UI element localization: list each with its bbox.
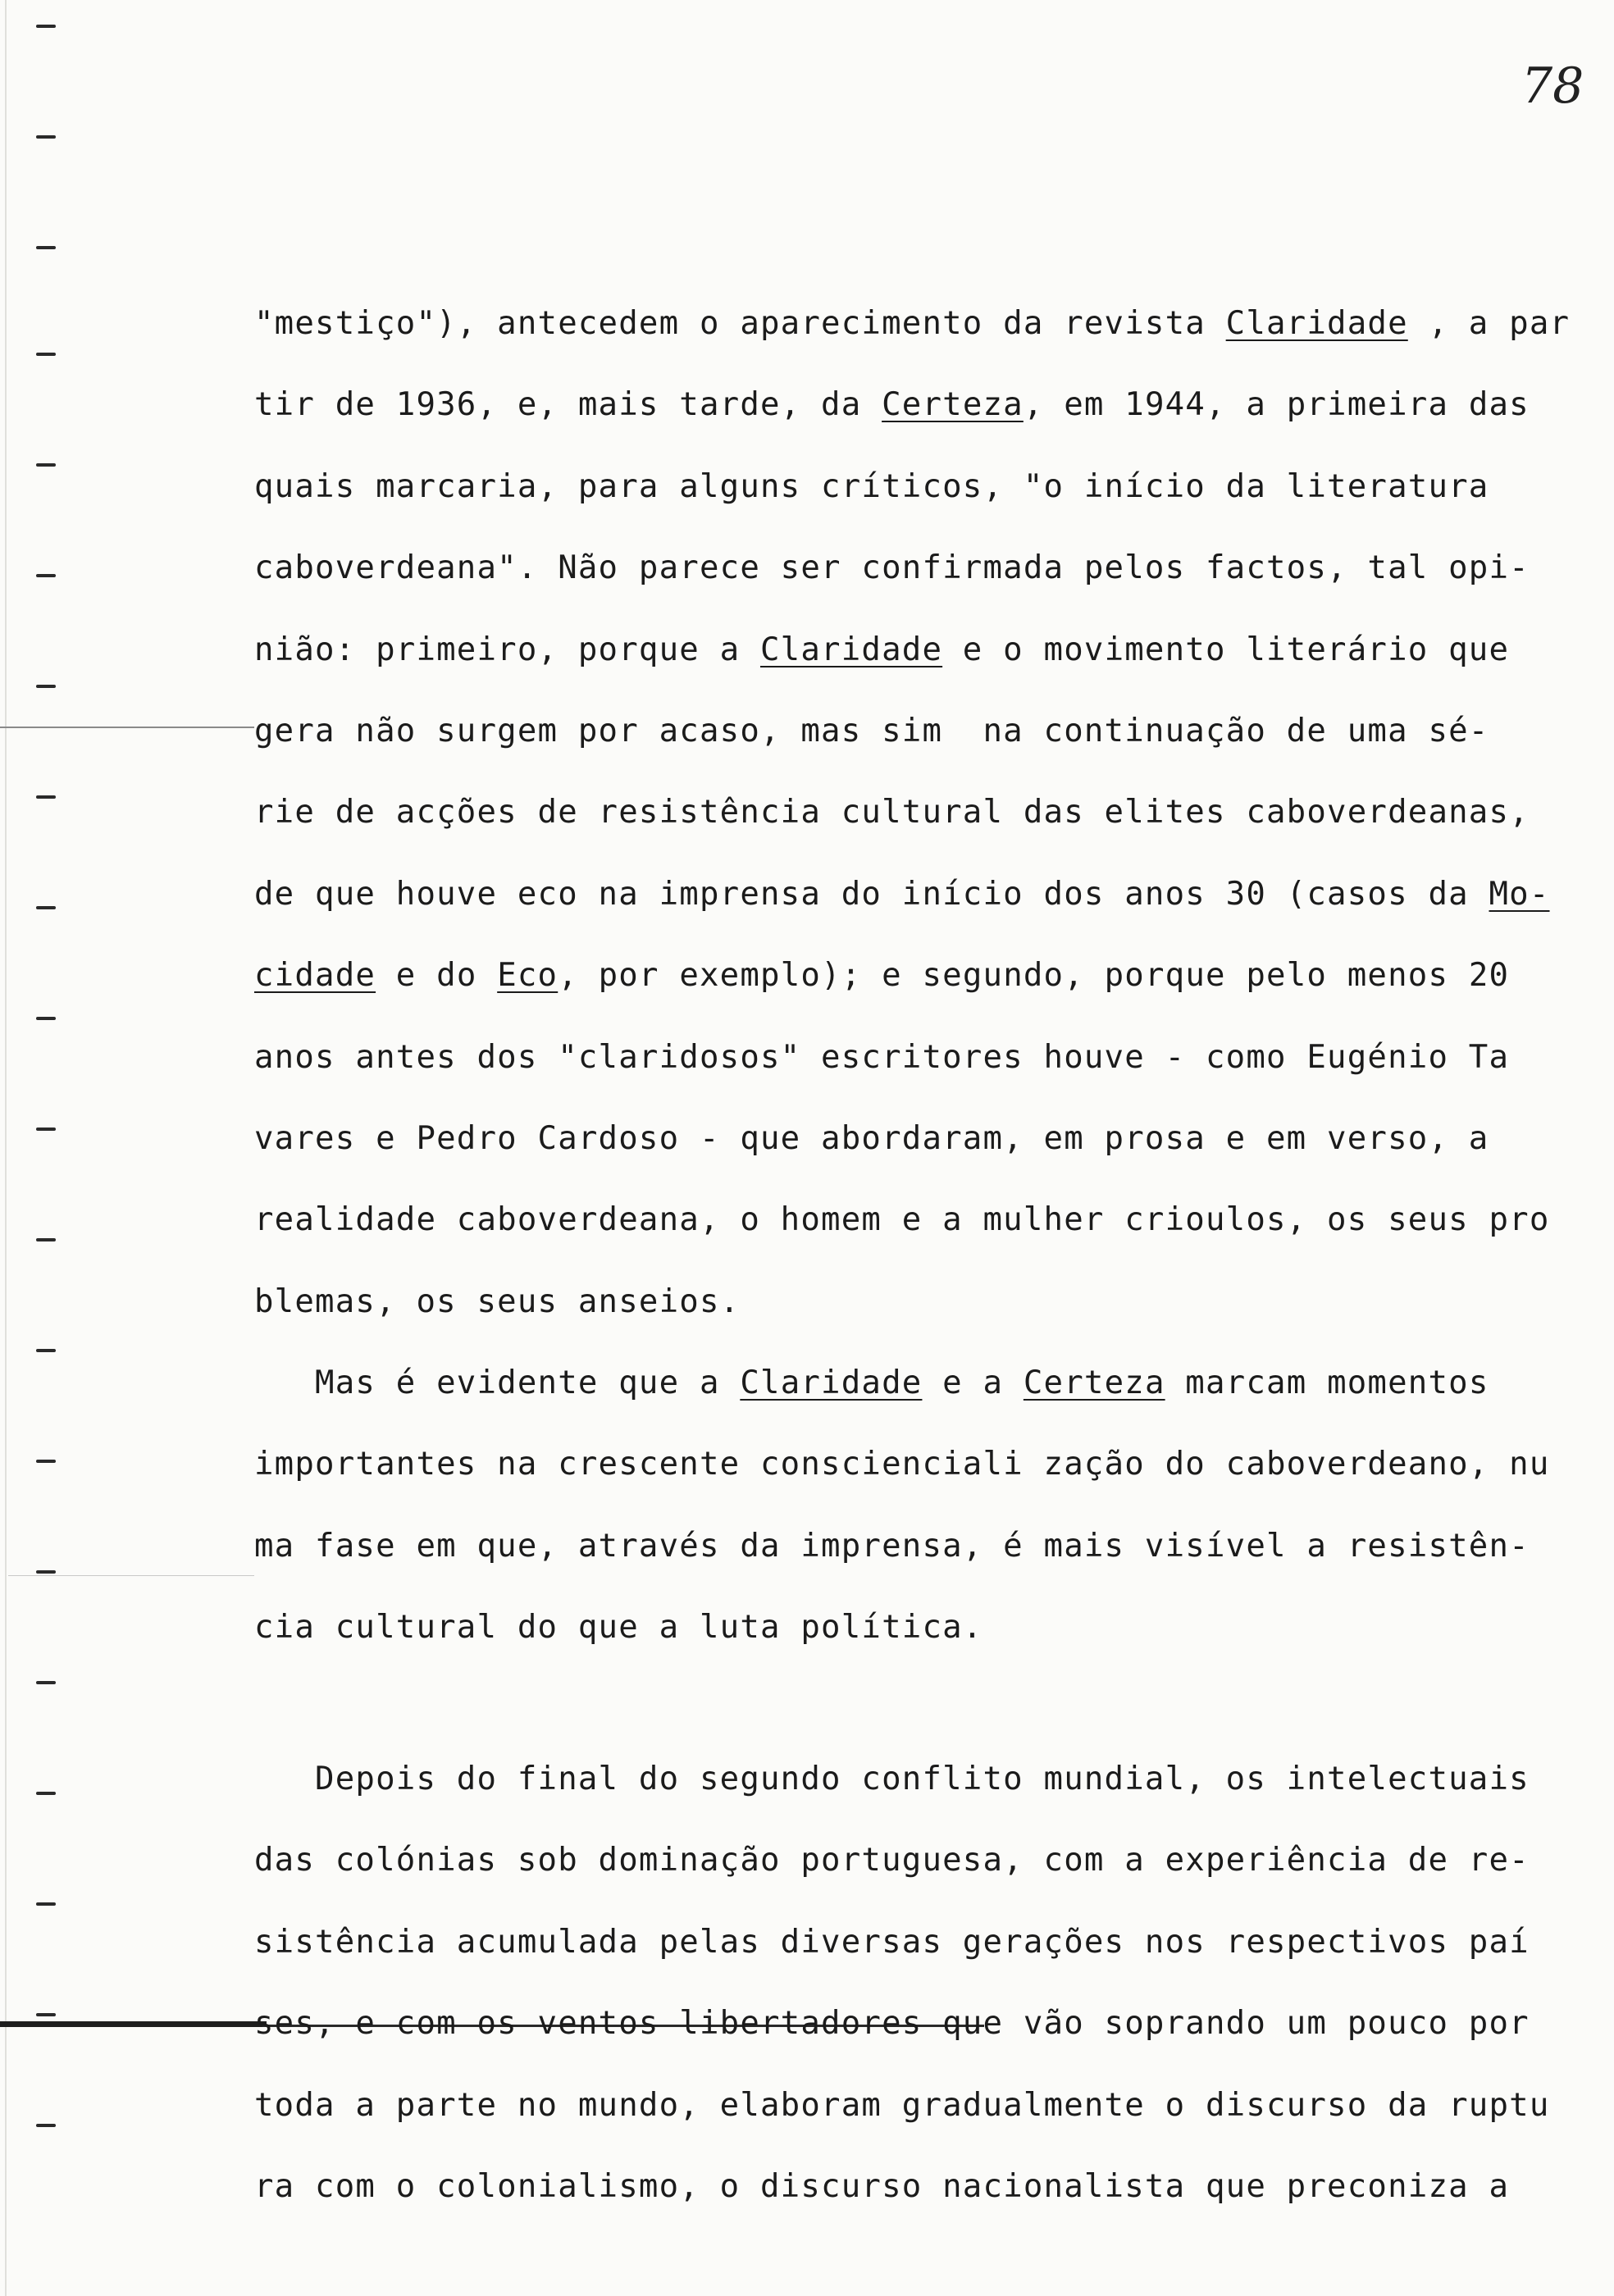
text-line xyxy=(254,1342,1550,1424)
margin-mark xyxy=(36,574,56,577)
margin-mark xyxy=(36,1570,56,1574)
text-line xyxy=(254,527,1550,608)
text-line xyxy=(254,2065,1550,2146)
margin-mark xyxy=(36,1017,56,1020)
paragraph-block-2 xyxy=(254,1738,1550,2227)
text-segment: , a par xyxy=(1407,305,1571,342)
text-segment: ra com o colonialismo, o discurso nacionalista que preconiza a xyxy=(254,2167,1510,2205)
margin-mark xyxy=(36,2013,56,2016)
paragraph-block-1 xyxy=(254,283,1571,1669)
margin-mark xyxy=(36,2124,56,2127)
text-segment: anos antes dos "claridosos" escritores houve - como Eugénio Ta xyxy=(254,1038,1510,1076)
underlined-title: Certeza xyxy=(1023,1364,1165,1402)
text-segment: ma fase em que, através da imprensa, é mais visível a resistên- xyxy=(254,1527,1530,1565)
margin-mark xyxy=(36,1792,56,1795)
margin-mark xyxy=(36,1902,56,1906)
text-line xyxy=(254,1017,1550,1098)
scan-rule-line xyxy=(0,727,254,728)
margin-mark xyxy=(36,685,56,688)
text-line xyxy=(254,364,1550,445)
text-segment: e a xyxy=(922,1364,1024,1402)
margin-marks xyxy=(0,0,66,2296)
text-line xyxy=(254,1098,1550,1179)
text-segment: Mas é evidente que a xyxy=(254,1364,741,1402)
text-line xyxy=(254,935,1550,1016)
text-segment: , por exemplo); e segundo, porque pelo menos 20 xyxy=(558,957,1510,995)
text-segment: tir de 1936, e, mais tarde, da xyxy=(254,386,882,424)
text-line xyxy=(254,1820,1550,1901)
page-edge-line xyxy=(5,0,7,2296)
text-segment: quais marcaria, para alguns críticos, "o início da literatura xyxy=(254,467,1489,505)
text-line xyxy=(254,1587,1550,1668)
text-line xyxy=(254,1902,1550,1983)
text-segment: cia cultural do que a luta política. xyxy=(254,1609,983,1647)
text-line xyxy=(254,283,1571,364)
margin-mark xyxy=(36,906,56,909)
margin-mark xyxy=(36,1460,56,1463)
text-segment: nião: primeiro, porque a xyxy=(254,631,760,668)
underlined-title: Claridade xyxy=(760,631,943,668)
margin-mark xyxy=(36,1349,56,1352)
scan-rule-line-thick xyxy=(0,2021,267,2027)
margin-mark xyxy=(36,135,56,139)
text-segment: realidade caboverdeana, o homem e a mulher crioulos, os seus pro xyxy=(254,1201,1550,1239)
text-line xyxy=(254,772,1550,853)
text-line xyxy=(254,1424,1550,1505)
text-line xyxy=(254,1179,1550,1260)
margin-mark xyxy=(36,1128,56,1131)
text-segment: e do xyxy=(376,957,498,995)
text-line xyxy=(254,609,1550,690)
margin-mark xyxy=(36,1681,56,1684)
margin-mark xyxy=(36,353,56,356)
text-segment: Depois do final do segundo conflito mundial, os intelectuais xyxy=(254,1761,1530,1797)
underlined-title: Eco xyxy=(497,957,559,995)
text-segment: ses, e com os ventos libertadores que vão soprando um pouco por xyxy=(254,2005,1530,2043)
text-line xyxy=(254,1261,1550,1342)
text-segment: de que houve eco na imprensa do início dos anos 30 (casos da xyxy=(254,875,1489,913)
text-line xyxy=(254,854,1550,935)
underlined-title: cidade xyxy=(254,957,376,995)
text-segment: rie de acções de resistência cultural das elites caboverdeanas, xyxy=(254,794,1530,831)
text-segment: toda a parte no mundo, elaboram gradualmente o discurso da ruptu xyxy=(254,2086,1550,2124)
text-line xyxy=(254,690,1550,772)
page-number: 78 xyxy=(1521,57,1584,115)
margin-mark xyxy=(36,795,56,799)
underlined-title: Claridade xyxy=(1225,305,1408,342)
text-line xyxy=(254,1983,1550,2064)
text-segment: e o movimento literário que xyxy=(942,631,1510,668)
text-segment: gera não surgem por acaso, mas sim na continuação de uma sé- xyxy=(254,712,1489,749)
text-segment: marcam momentos xyxy=(1165,1364,1489,1402)
underlined-title: Claridade xyxy=(740,1364,923,1402)
text-segment: caboverdeana". Não parece ser confirmada pelos factos, tal opi- xyxy=(254,549,1530,587)
scan-rule-line xyxy=(8,1575,254,1576)
text-segment: das colónias sob dominação portuguesa, com a experiência de re- xyxy=(254,1842,1530,1879)
margin-mark xyxy=(36,246,56,249)
margin-mark xyxy=(36,25,56,28)
underlined-title: Mo- xyxy=(1489,875,1550,913)
margin-mark xyxy=(36,463,56,467)
text-line xyxy=(254,446,1550,527)
text-segment: "mestiço"), antecedem o aparecimento da revista xyxy=(254,305,1226,342)
text-segment: blemas, os seus anseios. xyxy=(254,1282,741,1320)
text-segment: importantes na crescente conscienciali zação do caboverdeano, nu xyxy=(254,1446,1550,1483)
text-segment: , em 1944, a primeira das xyxy=(1023,386,1530,424)
margin-mark xyxy=(36,1238,56,1241)
text-segment: vares e Pedro Cardoso - que abordaram, em prosa e em verso, a xyxy=(254,1119,1489,1157)
text-line xyxy=(254,1506,1550,1587)
text-line xyxy=(254,2146,1550,2227)
text-segment: sistência acumulada pelas diversas gerações nos respectivos paí xyxy=(254,1923,1530,1961)
underlined-title: Certeza xyxy=(882,386,1024,424)
text-line xyxy=(254,1738,1550,1820)
